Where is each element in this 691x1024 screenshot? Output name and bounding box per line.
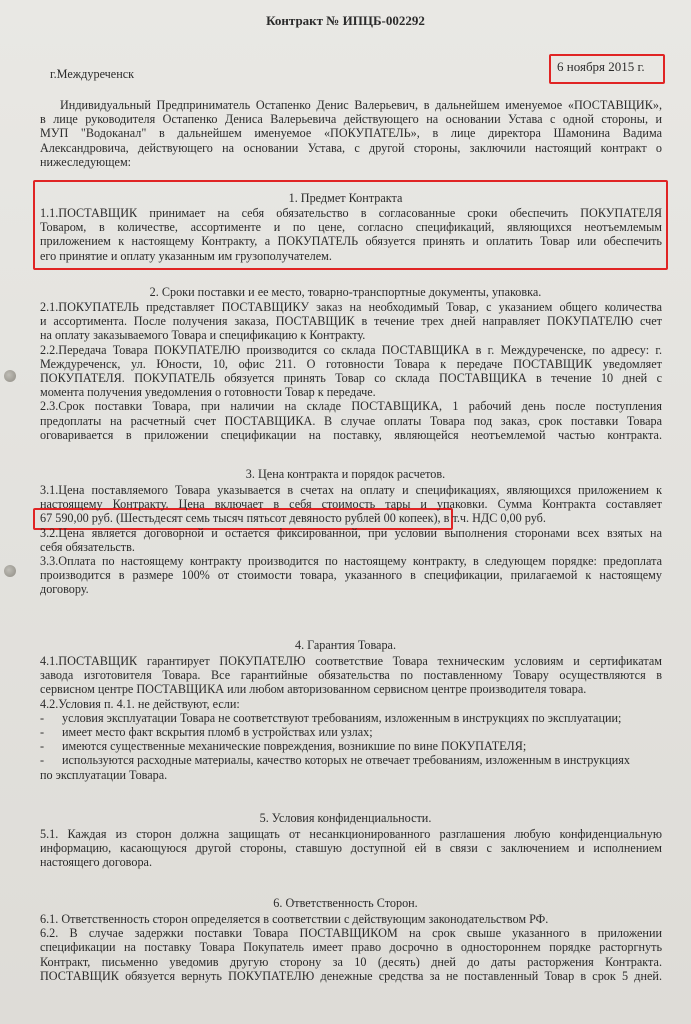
condition-item: - условия эксплуатации Товара не соответствуют требованиям, изложенным в инструкциях по эксплуатации; [40,710,622,725]
section-3-body [40,483,662,597]
section-2-line: оговаривается в приложении спецификации на поставку, являющейся неотъемлемой частью контракта. [40,427,662,442]
section-2-title: 2. Сроки поставки и ее место, товарно-транспортные документы, упаковка. [149,285,542,299]
section-4-line: 4.2.Условия п. 4.1. не действуют, если: [40,696,240,711]
section-2-line: ПОКУПАТЕЛЯ. ПОКУПАТЕЛЬ обязуется принять Товар со склада ПОСТАВЩИКА в течение 10 дней с [40,371,662,386]
section-5-title: 5. Условия конфиденциальности. [259,811,432,825]
section-2-line: момента получения уведомления о готовности Товар к передаче. [40,385,376,400]
preamble [40,98,662,169]
preamble-line: Александровича, действующего на основании Устава, с другой стороны, заключили настоящий контракт о [40,140,662,155]
preamble-line: МУП "Водоканал" в дальнейшем именуемое «ПОКУПАТЕЛЬ», в лице директора Шамонина Вадима [40,126,662,141]
section-4-body [40,654,662,782]
section-1-line: 1.1.ПОСТАВЩИК принимает на себя обязательство в согласованные сроки обеспечить ПОКУПАТЕЛЯ [40,206,662,220]
section-5-line: настоящего договора. [40,855,153,870]
contract-city: г.Междуреченск [50,67,135,81]
contract-date: 6 ноября 2015 г. [557,59,645,74]
section-1-line: приложением к настоящему Контракту, а ПОКУПАТЕЛЬ обязуется принять и оплатить Товар или обеспечить [40,234,662,249]
punch-hole [4,370,16,382]
section-4-line: завода изготовителя Товара. Все гарантийные обязательства по поставленному Товару осуществляются в [40,668,662,683]
section-2-line: 2.3.Срок поставки Товара, при наличии на складе ПОСТАВЩИКА, 1 рабочий день после поступления [40,399,662,414]
section-6-body [40,912,662,983]
section-2-body [40,300,662,442]
section-6-line: Контракт, письменно уведомив другую сторону за 10 (десять) дней до даты расторжения Контракта. [40,954,662,969]
section-3-line: 3.3.Оплата по настоящему контракту производится по настоящему контракту, в следующем порядке: предоплата [40,554,662,569]
section-1-line: его принятие и оплату указанным им грузополучателем. [40,248,332,263]
section-3-line: договору. [40,582,89,597]
section-6-title: 6. Ответственность Сторон. [273,896,418,910]
condition-item: - имеются существенные механические повреждения, возникшие по вине ПОКУПАТЕЛЯ; [40,739,527,754]
condition-item: - используются расходные материалы, качество которых не отвечает требованиям, изложенным в инструкциях [40,753,630,768]
preamble-line: нижеследующем: [40,154,132,169]
section-6-line: спецификации на поставку Товара Покупатель имеет право досрочно в одностороннем порядке расторгнуть [40,940,662,955]
section-3-line: производится в размере 100% от стоимости товара, указанного в спецификации, прилагаемой к настоящему [40,568,662,583]
section-6-line: 6.1. Ответственность сторон определяется в соответствии с действующим законодательством РФ. [40,912,549,926]
section-5-line: информацию, касающуюся другой стороны, ставшую доступной ей в связи с заключением и исполнением [40,841,662,856]
preamble-line: в лице руководителя Остапенко Дениса Валерьевича действующего на основании Устава с одной стороны, и [40,112,662,127]
section-3-line: 3.1.Цена поставляемого Товара указывается в счетах на оплату и спецификациях, являющихся приложением к [40,483,662,497]
section-2-line: и ассортимента. После получения заказа, ПОСТАВЩИК в течение трех дней направляет ПОКУПАТЕЛЮ счет [40,314,662,329]
condition-item: - имеет место факт вскрытия пломб в устройствах или узлах; [40,725,373,740]
section-1-title: 1. Предмет Контракта [288,191,403,205]
contract-amount-line: 67 590,00 руб. (Шестьдесят семь тысяч пятьсот девяносто рублей 00 копеек), в т.ч. НДС 0,00 руб. [40,511,546,526]
section-4-line: по эксплуатации Товара. [40,767,168,782]
section-1-body [40,206,662,263]
section-4-line: сервисном центре ПОСТАВЩИКА или любом авторизованном сервисном центре производителя товара. [40,682,587,697]
preamble-line: Индивидуальный Предприниматель Остапенко Денис Валерьевич, в дальнейшем именуемое «ПОСТАВЩИК», [60,98,662,112]
section-5-body [40,827,662,870]
section-2-line: 2.2.Передача Товара ПОКУПАТЕЛЮ производится со склада ПОСТАВЩИКА в г. Междуреченске, по адресу: г. [40,342,662,357]
section-4-title: 4. Гарантия Товара. [294,638,397,652]
section-6-line: ПОСТАВЩИК обязуется вернуть ПОКУПАТЕЛЮ денежные средства за не поставленный Товар в срок 5 дней. [40,968,662,983]
section-2-line: предоплаты на расчетный счет ПОСТАВЩИКА. В случае оплаты Товара под заказ, срок поставки Товара [40,413,662,428]
section-3-title: 3. Цена контракта и порядок расчетов. [245,467,446,481]
section-5-line: 5.1. Каждая из сторон должна защищать от несанкционированного разглашения любую конфиденциальную [40,827,662,841]
section-4-line: 4.1.ПОСТАВЩИК гарантирует ПОКУПАТЕЛЮ соответствие Товара техническим условиям и сертификатам [40,654,662,668]
section-3-line: себя обязательств. [40,539,135,554]
section-1-line: Товаром, в количестве, ассортименте и по цене, согласно спецификаций, являющихся неотъемлемым [40,220,662,235]
contract-title: Контракт № ИПЦБ-002292 [266,13,425,28]
punch-hole [4,565,16,577]
section-3-line: 3.2.Цена является договорной и остается фиксированной, при условии выполнения сторонами всех взятых на [40,525,662,540]
section-2-line: 2.1.ПОКУПАТЕЛЬ представляет ПОСТАВЩИКУ заказ на необходимый Товар, с указанием общего количества [40,300,662,314]
section-2-line: на оплату заказываемого Товара и спецификацию к Контракту. [40,328,366,343]
section-3-line: настоящему Контракту. Цена включает в себя стоимость тары и упаковки. Сумма Контракта составляет [40,497,662,512]
section-2-line: Междуреченск, ул. Юности, 10, офис 211. О готовности Товара к передаче ПОСТАВЩИК уведомляет [40,356,662,371]
section-6-line: 6.2. В случае задержки поставки Товара ПОСТАВЩИКОМ на срок свыше указанного в приложении [40,926,662,941]
